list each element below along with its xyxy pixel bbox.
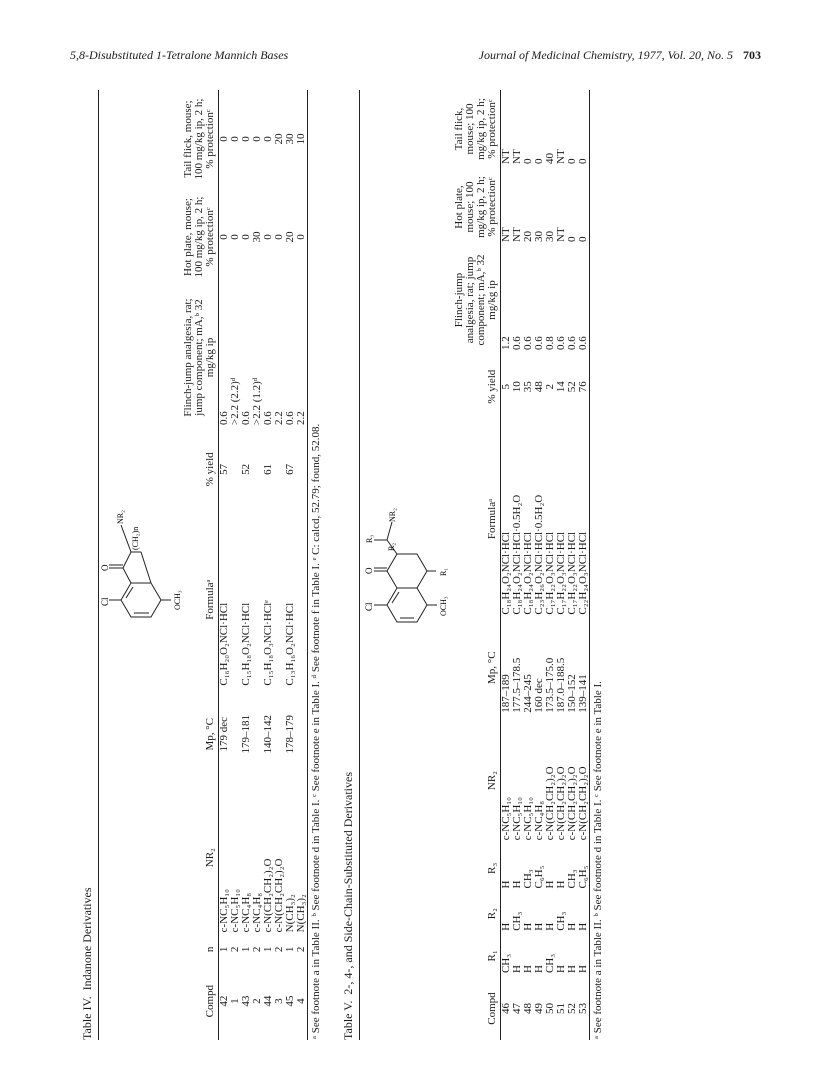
cell-compd: 50 — [544, 1003, 556, 1015]
cell-hot: 0 — [566, 236, 578, 242]
cell-r1: H — [555, 965, 567, 974]
table-v-body — [501, 90, 590, 1040]
cell-nr2: c-NC₄H₈ — [533, 800, 545, 841]
cell-n: 2 — [229, 946, 241, 953]
cell-r3: H — [511, 880, 523, 889]
col-tail-flick: Tail flick, mouse; 100 mg/kg ip, 2 h; % protectionᶜ — [181, 90, 219, 188]
cell-formula: C₁₅H₁₈O₃NCl·HClᵉ — [262, 600, 274, 686]
cell-mp: 177.5–178.5 — [511, 657, 523, 713]
col5-formula: Formulaᵃ — [452, 419, 501, 618]
indanone-structure — [101, 490, 181, 640]
cell-flinch: 0.6 — [566, 336, 578, 350]
cell-flinch: 0.6 — [522, 336, 534, 350]
cell-n: 1 — [218, 946, 230, 953]
cell-r1: H — [522, 965, 534, 974]
table-v-header-row — [452, 90, 501, 1040]
struct5-o: O — [364, 567, 374, 574]
cell-compd: 43 — [240, 995, 252, 1007]
cell-tail: 0 — [251, 136, 263, 142]
cell-hot: NT — [511, 227, 523, 242]
cell-r3: CH₃ — [566, 869, 578, 889]
cell-flinch: 2.2 — [295, 411, 307, 425]
col5-nr2: NR₂ — [452, 717, 501, 845]
struct5-nr2: NR₂ — [388, 508, 397, 522]
cell-mp — [296, 690, 308, 779]
cell-tail: 0 — [566, 158, 578, 164]
struct-och3: OCH₃ — [173, 590, 182, 610]
cell-yield — [296, 429, 308, 510]
cell-mp: 140–142 — [262, 715, 274, 754]
cell-r1: H — [577, 965, 589, 974]
cell-n: 2 — [295, 946, 307, 953]
struct5-cl: Cl — [364, 602, 374, 611]
cell-yield: 57 — [218, 463, 230, 475]
struct5-r2: R₂ — [387, 542, 396, 551]
cell-n: 2 — [273, 946, 285, 953]
cell-yield: 61 — [262, 463, 274, 475]
cell-yield: 76 — [577, 381, 589, 393]
journal-name: Journal of Medicinal Chemistry, 1977, Vol. 20, No. 5 — [478, 48, 733, 62]
table-v-structure-row — [360, 90, 453, 1040]
table-iv — [98, 90, 323, 1040]
cell-hot: 30 — [533, 231, 545, 242]
cell-flinch: 0.6 — [533, 336, 545, 350]
cell-flinch: 0.6 — [511, 336, 523, 350]
cell-hot: 0 — [273, 234, 285, 240]
cell-tail: 0 — [522, 158, 534, 164]
cell-compd: 42 — [218, 995, 230, 1007]
col-hot-plate: Hot plate, mouse; 100 mg/kg ip, 2 h; % protectionᶜ — [181, 188, 219, 286]
table-v-label: Table V. — [341, 1000, 355, 1040]
cell-formula: C₁₇H₂₂O₃NCl·HCl — [555, 531, 567, 615]
cell-formula: C₁₈H₂₄O₂NCl·HCl — [522, 531, 534, 615]
cell-r2: H — [522, 922, 534, 931]
table-iv-body — [219, 90, 308, 1040]
struct-chain: (CH₂)n — [131, 526, 140, 550]
cell-yield: 35 — [522, 381, 534, 393]
cell-mp: 187.0–188.5 — [555, 657, 567, 713]
cell-r2: H — [500, 922, 512, 931]
table-iv-structure-row — [99, 90, 182, 1040]
cell-nr2: c-NC₅H₁₀ — [500, 797, 512, 841]
table-iv-footnote: ᵃ See footnote a in Table II. ᵇ See footnote d in Table I. ᶜ See footnote e in Table I. ᵈ See footnote f in Table I. ᵉ C: calcd, 52.79; found, 52.08. — [308, 90, 324, 1040]
cell-flinch: >2.2 (2.2)ᵈ — [229, 377, 241, 425]
cell-compd: 45 — [284, 995, 296, 1007]
cell-r3: H — [500, 880, 512, 889]
col5-r2: R₂ — [452, 893, 501, 935]
col-n: n — [181, 936, 219, 962]
cell-compd: 49 — [533, 1003, 545, 1015]
cell-compd: 46 — [500, 1003, 512, 1015]
cell-tail: 0 — [240, 136, 252, 142]
cell-r1: H — [566, 965, 578, 974]
cell-mp: 178–179 — [284, 715, 296, 754]
cell-n: 1 — [284, 946, 296, 953]
cell-nr2: c-N(CH₂CH₂)₂O — [577, 766, 589, 841]
cell-compd: 47 — [511, 1003, 523, 1015]
cell-compd: 44 — [262, 995, 274, 1007]
col5-hot-plate: Hot plate, mouse; 100 mg/kg ip, 2 h; % protectionᶜ — [452, 168, 501, 246]
cell-compd: 53 — [577, 1003, 589, 1015]
struct5-r1: R₁ — [439, 567, 448, 576]
cell-mp: 150–152 — [566, 674, 578, 713]
cell-compd: 2 — [251, 998, 263, 1004]
cell-nr2: c-N(CH₂CH₂)₂O — [273, 858, 285, 933]
cell-formula: C₁₈H₂₄O₂NCl·HCl·0.5H₂O — [511, 494, 523, 615]
cell-nr2: c-N(CH₂CH₂)₂O — [262, 858, 274, 933]
cell-nr2: c-NC₅H₁₀ — [511, 797, 523, 841]
table-v-caption: 2-, 4-, and Side-Chain-Substituted Derivatives — [341, 771, 355, 995]
cell-nr2: c-NC₄H₈ — [251, 892, 263, 933]
cell-formula — [296, 510, 308, 690]
cell-yield: 5 — [500, 383, 512, 390]
cell-nr2: c-NC₅H₁₀ — [522, 797, 534, 841]
cell-tail: 30 — [284, 133, 296, 145]
col5-r3: R₃ — [452, 844, 501, 892]
cell-yield: 2 — [544, 383, 556, 390]
col-formula: Formulaᵃ — [181, 510, 219, 690]
cell-tail: NT — [555, 149, 567, 164]
cell-formula: C₁₇H₂₂O₃NCl·HCl — [566, 531, 578, 615]
cell-nr2: c-N(CH₂CH₂)₂O — [566, 766, 578, 841]
struct-cl: Cl — [100, 597, 110, 606]
cell-r3: H — [555, 880, 567, 889]
cell-yield: 48 — [533, 381, 545, 393]
cell-compd: 51 — [555, 1003, 567, 1015]
table-v-footnote: ᵃ See footnote a in Table II. ᵇ See footnote d in Table I. ᶜ See footnote e in Table I. — [590, 90, 606, 1040]
table-row — [578, 90, 590, 1040]
cell-r1: CH₃ — [544, 953, 556, 974]
cell-nr2: c-N(CH₂CH₂)₂O — [544, 766, 556, 841]
col5-yield: % yield — [452, 354, 501, 419]
cell-flinch: 0.6 — [577, 336, 589, 350]
cell-mp: 244–245 — [522, 674, 534, 713]
cell-hot: 0 — [229, 234, 241, 240]
col5-compd: Compd — [452, 977, 501, 1040]
col-compd: Compd — [181, 962, 219, 1040]
cell-nr2: c-NC₅H₁₀ — [229, 889, 241, 933]
col5-mp: Mp, °C — [452, 619, 501, 717]
cell-hot: NT — [555, 227, 567, 242]
cell-r2: H — [533, 922, 545, 931]
cell-hot: 0 — [295, 234, 307, 240]
cell-tail: NT — [511, 149, 523, 164]
cell-r2: H — [577, 922, 589, 931]
cell-r2: CH₃ — [555, 911, 567, 931]
cell-yield: 52 — [240, 463, 252, 475]
table-iv-title — [80, 90, 95, 1040]
cell-flinch: 0.6 — [218, 411, 230, 425]
cell-formula: C₂₂H₂₄O₃NCl·HCl — [577, 531, 589, 615]
cell-r2: CH₃ — [511, 911, 523, 931]
cell-formula: C₁₆H₂₀O₂NCl·HCl — [218, 602, 230, 686]
cell-n: 2 — [251, 946, 263, 953]
cell-nr2: c-NC₅H₁₀ — [218, 889, 230, 933]
running-title: 5,8-Disubstituted 1-Tetralone Mannich Bases — [70, 48, 289, 62]
cell-formula: C₁₈H₂₄O₂NCl·HCl — [500, 531, 512, 615]
cell-flinch: 0.6 — [240, 411, 252, 425]
cell-flinch: 0.6 — [284, 411, 296, 425]
cell-yield: 14 — [555, 381, 567, 393]
rotated-tables — [80, 90, 770, 1040]
cell-flinch: 0.8 — [544, 336, 556, 350]
cell-mp: 187–189 — [500, 674, 512, 713]
table-iv-caption: Indanone Derivatives — [80, 887, 94, 991]
cell-formula: C₁₃H₁₆O₂NCl·HCl — [284, 602, 296, 686]
cell-tail: 0 — [533, 158, 545, 164]
cell-hot: 30 — [544, 231, 556, 242]
cell-yield: 52 — [566, 381, 578, 393]
cell-nr2: c-NC₄H₈ — [240, 892, 252, 933]
cell-r1: H — [533, 965, 545, 974]
cell-n: 1 — [262, 946, 274, 953]
cell-formula: C₂₃H₂₆O₂NCl·HCl·0.5H₂O — [533, 494, 545, 615]
cell-hot: 20 — [522, 231, 534, 242]
cell-flinch: 2.2 — [273, 411, 285, 425]
cell-r3: H — [544, 880, 556, 889]
cell-r2: H — [566, 922, 578, 931]
cell-mp: 173.5–175.0 — [544, 657, 556, 713]
journal-citation — [479, 48, 761, 63]
col-nr2: NR₂ — [181, 779, 219, 936]
cell-flinch: 1.2 — [500, 336, 512, 350]
col5-r1: R₁ — [452, 935, 501, 977]
cell-tail: 10 — [295, 133, 307, 145]
col-yield: % yield — [181, 429, 219, 510]
cell-compd: 3 — [273, 998, 285, 1004]
cell-hot: 0 — [577, 236, 589, 242]
table-row — [296, 90, 308, 1040]
cell-hot: NT — [500, 227, 512, 242]
cell-flinch: 0.6 — [555, 336, 567, 350]
cell-compd: 52 — [566, 1003, 578, 1015]
col5-flinch-jump: Flinch-jump analgesia, rat; jump component; mA,ᵇ 32 mg/kg ip — [452, 246, 501, 354]
table-iv-header-row — [181, 90, 219, 1040]
struct5-r3: R₃ — [365, 534, 374, 543]
col-mp: Mp, °C — [181, 690, 219, 779]
cell-tail: 20 — [273, 133, 285, 145]
cell-compd: 4 — [295, 998, 307, 1004]
cell-tail: NT — [500, 149, 512, 164]
cell-r1: H — [511, 965, 523, 974]
tetralone-structure — [362, 490, 452, 640]
cell-tail: 0 — [577, 158, 589, 164]
cell-hot: 20 — [284, 231, 296, 243]
cell-compd: 1 — [229, 998, 241, 1004]
cell-mp: 179–181 — [240, 715, 252, 754]
cell-r3: C₆H₅ — [577, 865, 589, 889]
cell-compd: 48 — [522, 1003, 534, 1015]
cell-flinch: >2.2 (1.2)ᵈ — [251, 377, 263, 425]
cell-r3: C₆H₅ — [533, 865, 545, 889]
table-v-title — [341, 90, 356, 1040]
struct5-och3: OCH₃ — [439, 596, 448, 616]
cell-r1: CH₃ — [500, 953, 512, 974]
struct-nr2: NR₂ — [116, 510, 125, 524]
cell-yield: 10 — [511, 381, 523, 393]
cell-flinch: 0.6 — [262, 411, 274, 425]
cell-r2: H — [544, 922, 556, 931]
cell-nr2: N(CH₃)₂ — [295, 894, 307, 933]
cell-mp: 139–141 — [577, 674, 589, 713]
cell-hot: 0 — [240, 234, 252, 240]
page-number: 703 — [743, 48, 761, 62]
cell-nr2: c-N(CH₂CH₂)₂O — [555, 766, 567, 841]
table-v — [359, 90, 605, 1040]
cell-yield: 67 — [284, 463, 296, 475]
cell-hot: 0 — [262, 234, 274, 240]
cell-tail: 0 — [218, 136, 230, 142]
cell-mp: 160 dec — [533, 678, 545, 713]
cell-n: 1 — [240, 946, 252, 953]
cell-formula: C₁₅H₁₈O₂NCl·HCl — [240, 602, 252, 686]
cell-hot: 0 — [218, 234, 230, 240]
cell-hot: 30 — [251, 231, 263, 243]
cell-tail: 0 — [229, 136, 241, 142]
cell-tail: 0 — [262, 136, 274, 142]
cell-tail: 40 — [544, 153, 556, 164]
struct-o: O — [100, 564, 110, 571]
col5-tail-flick: Tail flick, mouse; 100 mg/kg ip, 2 h; % protectionᶜ — [452, 90, 501, 168]
col-flinch-jump: Flinch-jump analgesia, rat; jump component; mA,ᵇ 32 mg/kg ip — [181, 286, 219, 429]
cell-r3: CH₃ — [522, 869, 534, 889]
cell-formula: C₁₇H₂₂O₃NCl·HCl — [544, 531, 556, 615]
cell-mp: 179 dec — [218, 717, 230, 752]
cell-nr2: N(CH₃)₂ — [284, 894, 296, 933]
table-iv-label: Table IV. — [80, 996, 94, 1040]
